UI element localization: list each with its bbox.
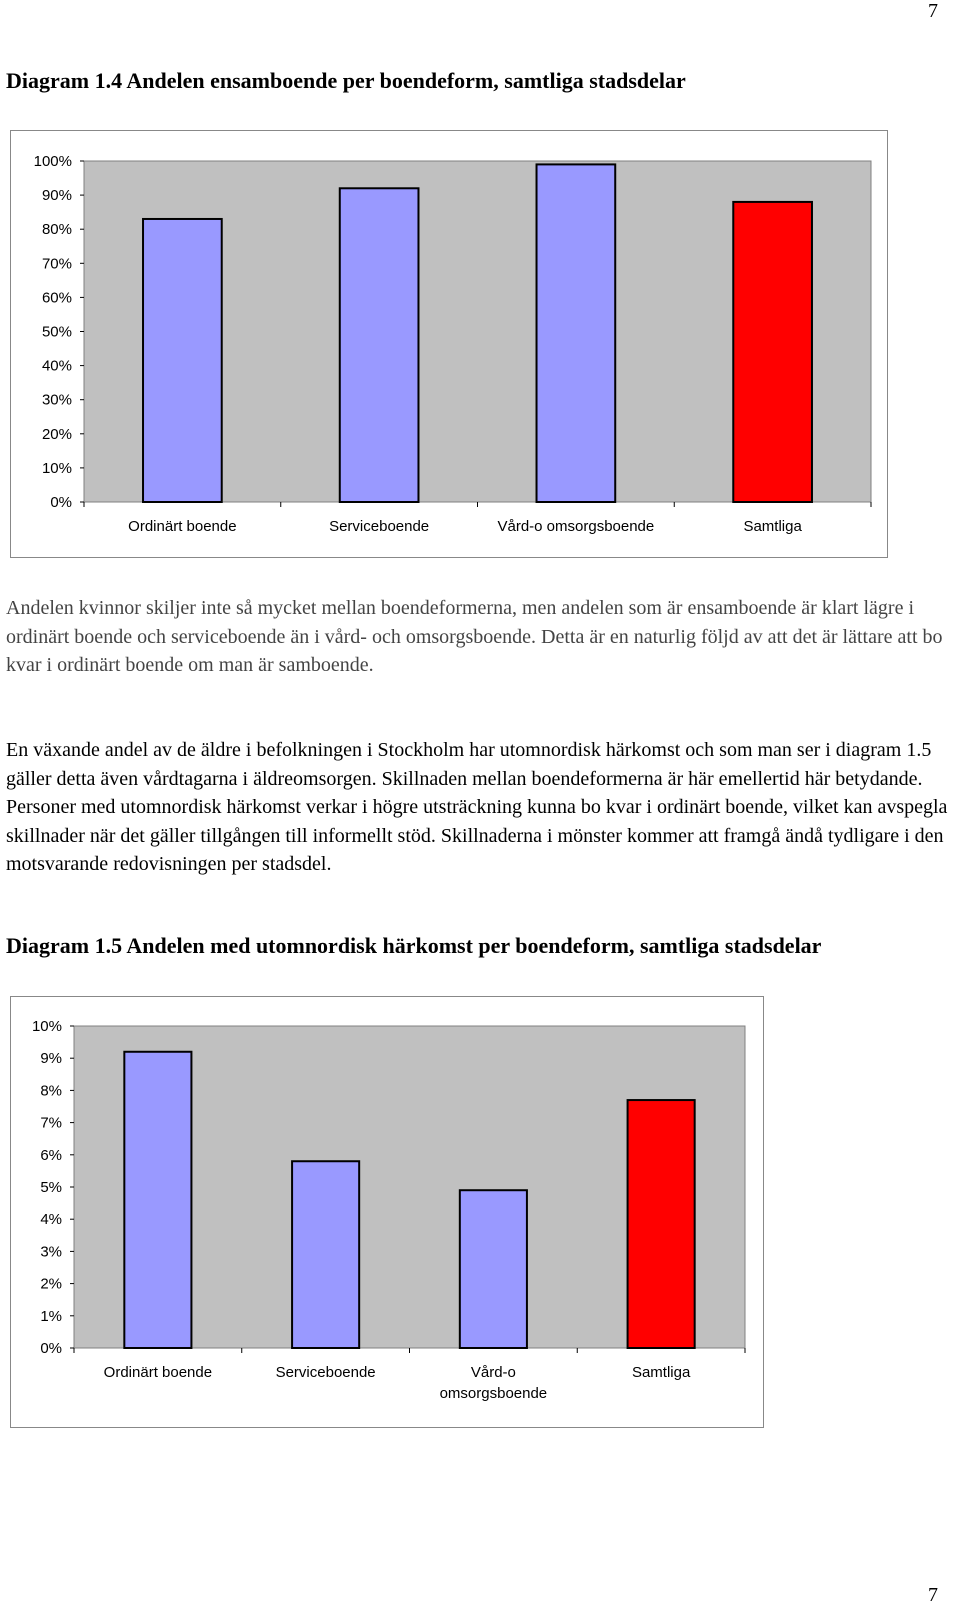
page-number-bottom: 7 — [928, 1584, 938, 1606]
y-tick-label: 8% — [40, 1082, 62, 1100]
x-category-label: Serviceboende — [329, 518, 430, 535]
x-category-label: omsorgsboende — [439, 1385, 548, 1402]
y-tick-label: 80% — [41, 221, 72, 239]
y-tick-label: 50% — [41, 323, 72, 341]
bar — [292, 1161, 359, 1348]
y-tick-label: 9% — [40, 1050, 62, 1068]
bar — [460, 1190, 527, 1348]
bar — [537, 164, 616, 502]
bar — [340, 188, 419, 502]
chart-diagram-1-4 — [10, 130, 888, 563]
page-number-top: 7 — [928, 0, 938, 22]
y-tick-label: 20% — [41, 425, 72, 443]
x-category-label: Vård-o — [470, 1364, 516, 1381]
y-tick-label: 0% — [40, 1340, 62, 1357]
y-tick-label: 90% — [41, 187, 72, 205]
bar — [124, 1052, 191, 1348]
y-tick-label: 3% — [40, 1243, 62, 1261]
y-tick-label: 10% — [31, 1018, 62, 1035]
y-tick-label: 6% — [40, 1146, 62, 1164]
diagram-1-5-heading: Diagram 1.5 Andelen med utomnordisk härkomst per boendeform, samtliga stadsdelar — [6, 933, 822, 958]
y-tick-label: 100% — [33, 153, 72, 170]
x-category-label: Vård-o omsorgsboende — [497, 518, 655, 535]
y-tick-label: 60% — [41, 289, 72, 307]
y-tick-label: 0% — [50, 494, 72, 511]
y-tick-label: 5% — [40, 1179, 62, 1196]
y-tick-label: 70% — [41, 255, 72, 273]
chart-diagram-1-5 — [10, 996, 764, 1433]
chart-svg-2 — [10, 996, 764, 1428]
bar — [628, 1100, 695, 1348]
paragraph-1: Andelen kvinnor skiljer inte så mycket mellan boendeformerna, men andelen som är ensamboende är klart lägre i ordinärt boende och serviceboende än i vård- och omsorgsboende. Detta är en naturlig följd av att det är lättare att bo kvar i ordinärt boende om man är samboende. — [6, 597, 943, 676]
x-category-label: Serviceboende — [275, 1364, 376, 1381]
paragraph-2: En växande andel av de äldre i befolkningen i Stockholm har utomnordisk härkomst och som man ser i diagram 1.5 gäller detta även vårdtagarna i äldreomsorgen. Skillnaden mellan boendeformerna är här emellertid här betydande. Personer med utomnordisk härkomst verkar i högre utsträckning kunna bo kvar i ordinärt boende, vilket kan avspegla skillnader när det gäller tillgången till informellt stöd. Skillnaderna i mönster kommer att framgå ändå tydligare i den motsvarande redovisningen per stadsdel. — [6, 739, 948, 875]
x-category-label: Samtliga — [743, 518, 802, 535]
x-category-label: Ordinärt boende — [128, 518, 237, 535]
y-tick-label: 30% — [41, 391, 72, 409]
y-tick-label: 7% — [40, 1114, 62, 1132]
y-tick-label: 2% — [40, 1275, 62, 1293]
y-tick-label: 10% — [41, 459, 72, 477]
y-tick-label: 40% — [41, 357, 72, 375]
bar — [733, 202, 812, 502]
y-tick-label: 1% — [40, 1307, 62, 1325]
chart-svg-1 — [10, 130, 888, 558]
bar — [143, 219, 222, 502]
y-tick-label: 4% — [40, 1211, 62, 1229]
diagram-1-4-heading: Diagram 1.4 Andelen ensamboende per boendeform, samtliga stadsdelar — [6, 68, 686, 93]
x-category-label: Samtliga — [631, 1364, 691, 1381]
x-category-label: Ordinärt boende — [103, 1364, 213, 1381]
